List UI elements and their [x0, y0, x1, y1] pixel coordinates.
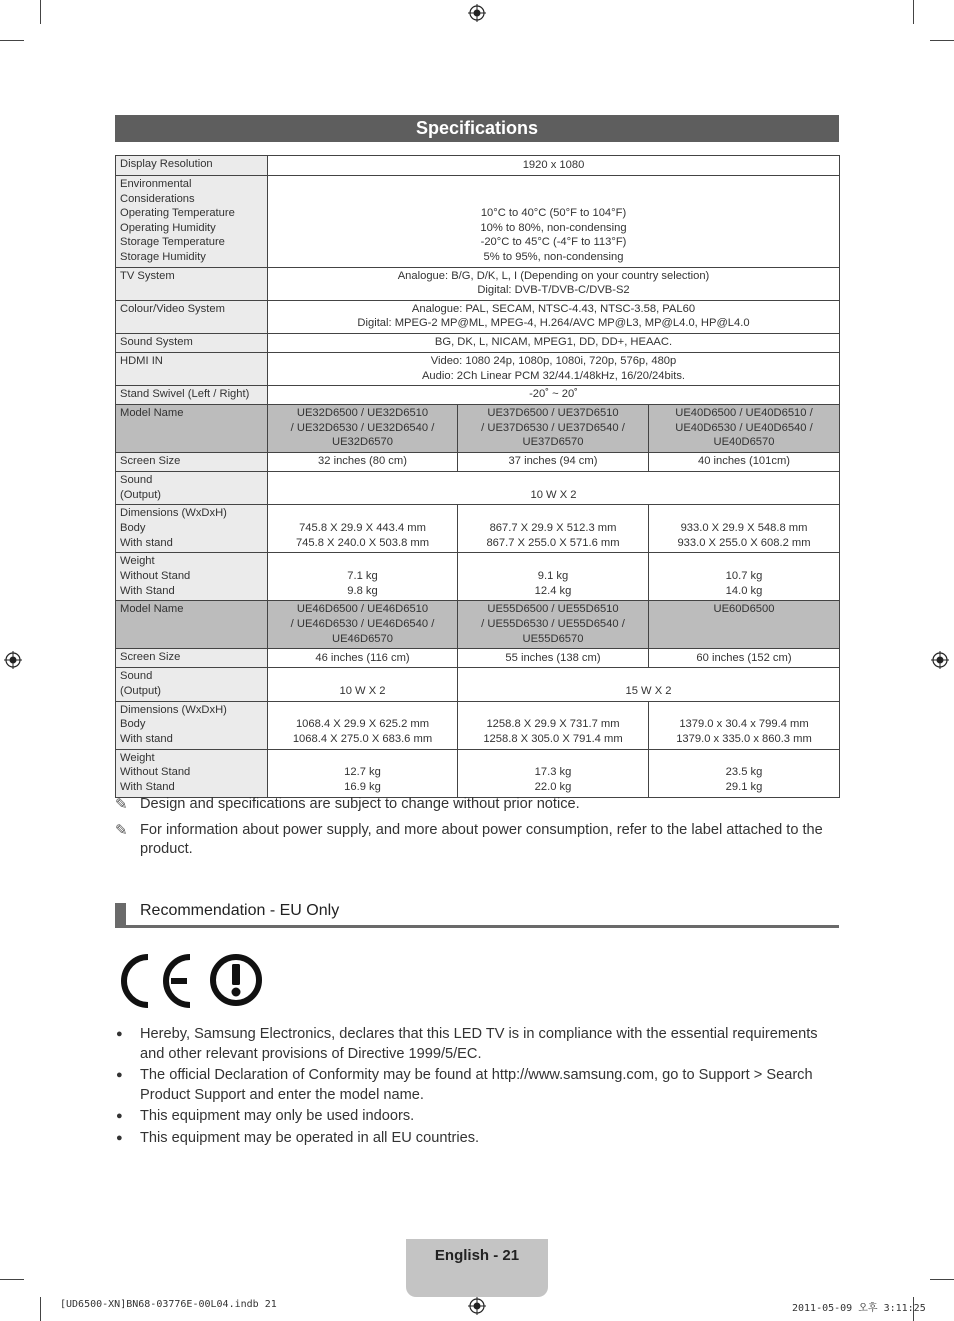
weight-cell: 9.1 kg 12.4 kg — [458, 553, 649, 601]
table-row-model-name — [116, 601, 840, 649]
model-cell: UE60D6500 — [649, 601, 840, 649]
table-row — [116, 649, 840, 668]
table-row — [116, 333, 840, 352]
row-label: Sound (Output) — [116, 472, 268, 505]
compliance-marks — [118, 952, 268, 1010]
model-cell: UE46D6500 / UE46D6510 / UE46D6530 / UE46D6540 / UE46D6570 — [268, 601, 458, 649]
table-row — [116, 701, 840, 749]
row-value: Video: 1080 24p, 1080p, 1080i, 720p, 576p, 480p Audio: 2Ch Linear PCM 32/44.1/48kHz, 16/20/24bits. — [268, 352, 840, 385]
ce-mark-icon — [124, 957, 190, 1005]
row-label: Environmental Considerations Operating Temperature Operating Humidity Storage Temperature Storage Humidity — [116, 176, 268, 268]
table-row — [116, 749, 840, 797]
table-row — [116, 668, 840, 701]
row-label: Sound (Output) — [116, 668, 268, 701]
note-item: ✎ For information about power supply, and more about power consumption, refer to the label attached to the product. — [115, 821, 823, 857]
weight-cell: 7.1 kg 9.8 kg — [268, 553, 458, 601]
page-number-tab — [406, 1239, 548, 1297]
list-item: ● This equipment may only be used indoors. — [115, 1107, 839, 1127]
dimensions-cell: 867.7 X 29.9 X 512.3 mm 867.7 X 255.0 X 571.6 mm — [458, 505, 649, 553]
screen-size-cell: 37 inches (94 cm) — [458, 453, 649, 472]
registration-mark-icon — [931, 651, 949, 669]
bullet-icon: ● — [116, 1110, 123, 1122]
declaration-list — [115, 1025, 839, 1150]
registration-mark-icon — [468, 1297, 486, 1315]
table-row — [116, 156, 840, 176]
row-label: TV System — [116, 267, 268, 300]
row-label: Model Name — [116, 405, 268, 453]
section-title-recommendation: Recommendation - EU Only — [140, 902, 340, 919]
row-label: Dimensions (WxDxH) Body With stand — [116, 701, 268, 749]
page-number: English - 21 — [434, 1247, 520, 1264]
row-label: Display Resolution — [116, 156, 268, 176]
heading-accent-bar — [115, 903, 126, 925]
row-value: Analogue: B/G, D/K, L, I (Depending on your country selection) Digital: DVB-T/DVB-C/DVB-S2 — [268, 267, 840, 300]
row-value: 10°C to 40°C (50°F to 104°F) 10% to 80%, non-condensing -20°C to 45°C (-4°F to 113°F) 5% to 95%, non-condensing — [268, 176, 840, 268]
list-item: ● The official Declaration of Conformity may be found at http://www.samsung.com, go to Support > Search Product Support and enter the model name. — [116, 1067, 813, 1103]
dimensions-cell: 933.0 X 29.9 X 548.8 mm 933.0 X 255.0 X 608.2 mm — [649, 505, 840, 553]
file-slug: [UD6500-XN]BN68-03776E-00L04.indb 21 — [60, 1299, 277, 1310]
row-label: Weight Without Stand With Stand — [116, 553, 268, 601]
model-cell: UE40D6500 / UE40D6510 / UE40D6530 / UE40D6540 / UE40D6570 — [649, 405, 840, 453]
crop-mark — [930, 40, 954, 41]
weight-cell: 10.7 kg 14.0 kg — [649, 553, 840, 601]
row-label: Sound System — [116, 333, 268, 352]
table-row — [116, 176, 840, 268]
weight-cell: 12.7 kg 16.9 kg — [268, 749, 458, 797]
weight-cell: 23.5 kg 29.1 kg — [649, 749, 840, 797]
weight-cell: 17.3 kg 22.0 kg — [458, 749, 649, 797]
list-item: ● This equipment may be operated in all EU countries. — [115, 1129, 839, 1149]
crop-mark — [0, 40, 24, 41]
screen-size-cell: 55 inches (138 cm) — [458, 649, 649, 668]
pencil-note-icon: ✎ — [115, 796, 128, 813]
sound-output-cell: 10 W X 2 — [268, 668, 458, 701]
crop-mark — [0, 1279, 24, 1280]
dimensions-cell: 745.8 X 29.9 X 443.4 mm 745.8 X 240.0 X 503.8 mm — [268, 505, 458, 553]
dimensions-cell: 1379.0 x 30.4 x 799.4 mm 1379.0 x 335.0 x 860.3 mm — [649, 701, 840, 749]
pencil-note-icon: ✎ — [115, 821, 128, 839]
alert-mark-icon — [213, 957, 259, 1003]
row-label: Screen Size — [116, 649, 268, 668]
dimensions-cell: 1068.4 X 29.9 X 625.2 mm 1068.4 X 275.0 X 683.6 mm — [268, 701, 458, 749]
crop-mark — [930, 1279, 954, 1280]
notes-list — [115, 795, 839, 866]
bullet-icon: ● — [116, 1028, 123, 1040]
table-row — [116, 352, 840, 385]
row-label: Model Name — [116, 601, 268, 649]
section-title-specifications: Specifications — [115, 115, 839, 142]
note-item: ✎ Design and specifications are subject to change without prior notice. — [115, 796, 580, 813]
model-cell: UE32D6500 / UE32D6510 / UE32D6530 / UE32D6540 / UE32D6570 — [268, 405, 458, 453]
screen-size-cell: 46 inches (116 cm) — [268, 649, 458, 668]
row-value: Analogue: PAL, SECAM, NTSC-4.43, NTSC-3.58, PAL60 Digital: MPEG-2 MP@ML, MPEG-4, H.264/AVC MP@L3, MP@L4.0, HP@L4.0 — [268, 300, 840, 333]
row-label: HDMI IN — [116, 352, 268, 385]
row-label: Screen Size — [116, 453, 268, 472]
row-label: Colour/Video System — [116, 300, 268, 333]
crop-mark — [913, 0, 914, 24]
model-cell: UE37D6500 / UE37D6510 / UE37D6530 / UE37D6540 / UE37D6570 — [458, 405, 649, 453]
table-row — [116, 267, 840, 300]
bullet-icon: ● — [116, 1069, 123, 1081]
sound-output-cell: 10 W X 2 — [268, 472, 840, 505]
table-row — [116, 505, 840, 553]
sound-output-cell: 15 W X 2 — [458, 668, 840, 701]
table-row-model-name — [116, 405, 840, 453]
registration-mark-icon — [468, 4, 486, 22]
print-timestamp: 2011-05-09 오후 3:11:25 — [792, 1303, 926, 1314]
table-row — [116, 453, 840, 472]
section-heading-recommendation — [115, 901, 839, 928]
crop-mark — [40, 1297, 41, 1321]
row-value: -20˚ ~ 20˚ — [268, 386, 840, 405]
row-label: Stand Swivel (Left / Right) — [116, 386, 268, 405]
list-item: ● Hereby, Samsung Electronics, declares that this LED TV is in compliance with the essential requirements and other relevant provisions of Directive 1999/5/EC. — [116, 1026, 818, 1062]
row-label: Weight Without Stand With Stand — [116, 749, 268, 797]
table-row — [116, 472, 840, 505]
specifications-table — [115, 155, 840, 798]
registration-mark-icon — [4, 651, 22, 669]
row-label: Dimensions (WxDxH) Body With stand — [116, 505, 268, 553]
screen-size-cell: 60 inches (152 cm) — [649, 649, 840, 668]
crop-mark — [40, 0, 41, 24]
table-row — [116, 553, 840, 601]
bullet-icon: ● — [116, 1131, 123, 1144]
screen-size-cell: 32 inches (80 cm) — [268, 453, 458, 472]
table-row — [116, 386, 840, 405]
model-cell: UE55D6500 / UE55D6510 / UE55D6530 / UE55D6540 / UE55D6570 — [458, 601, 649, 649]
screen-size-cell: 40 inches (101cm) — [649, 453, 840, 472]
table-row — [116, 300, 840, 333]
dimensions-cell: 1258.8 X 29.9 X 731.7 mm 1258.8 X 305.0 X 791.4 mm — [458, 701, 649, 749]
row-value: 1920 x 1080 — [268, 156, 840, 176]
row-value: BG, DK, L, NICAM, MPEG1, DD, DD+, HEAAC. — [268, 333, 840, 352]
